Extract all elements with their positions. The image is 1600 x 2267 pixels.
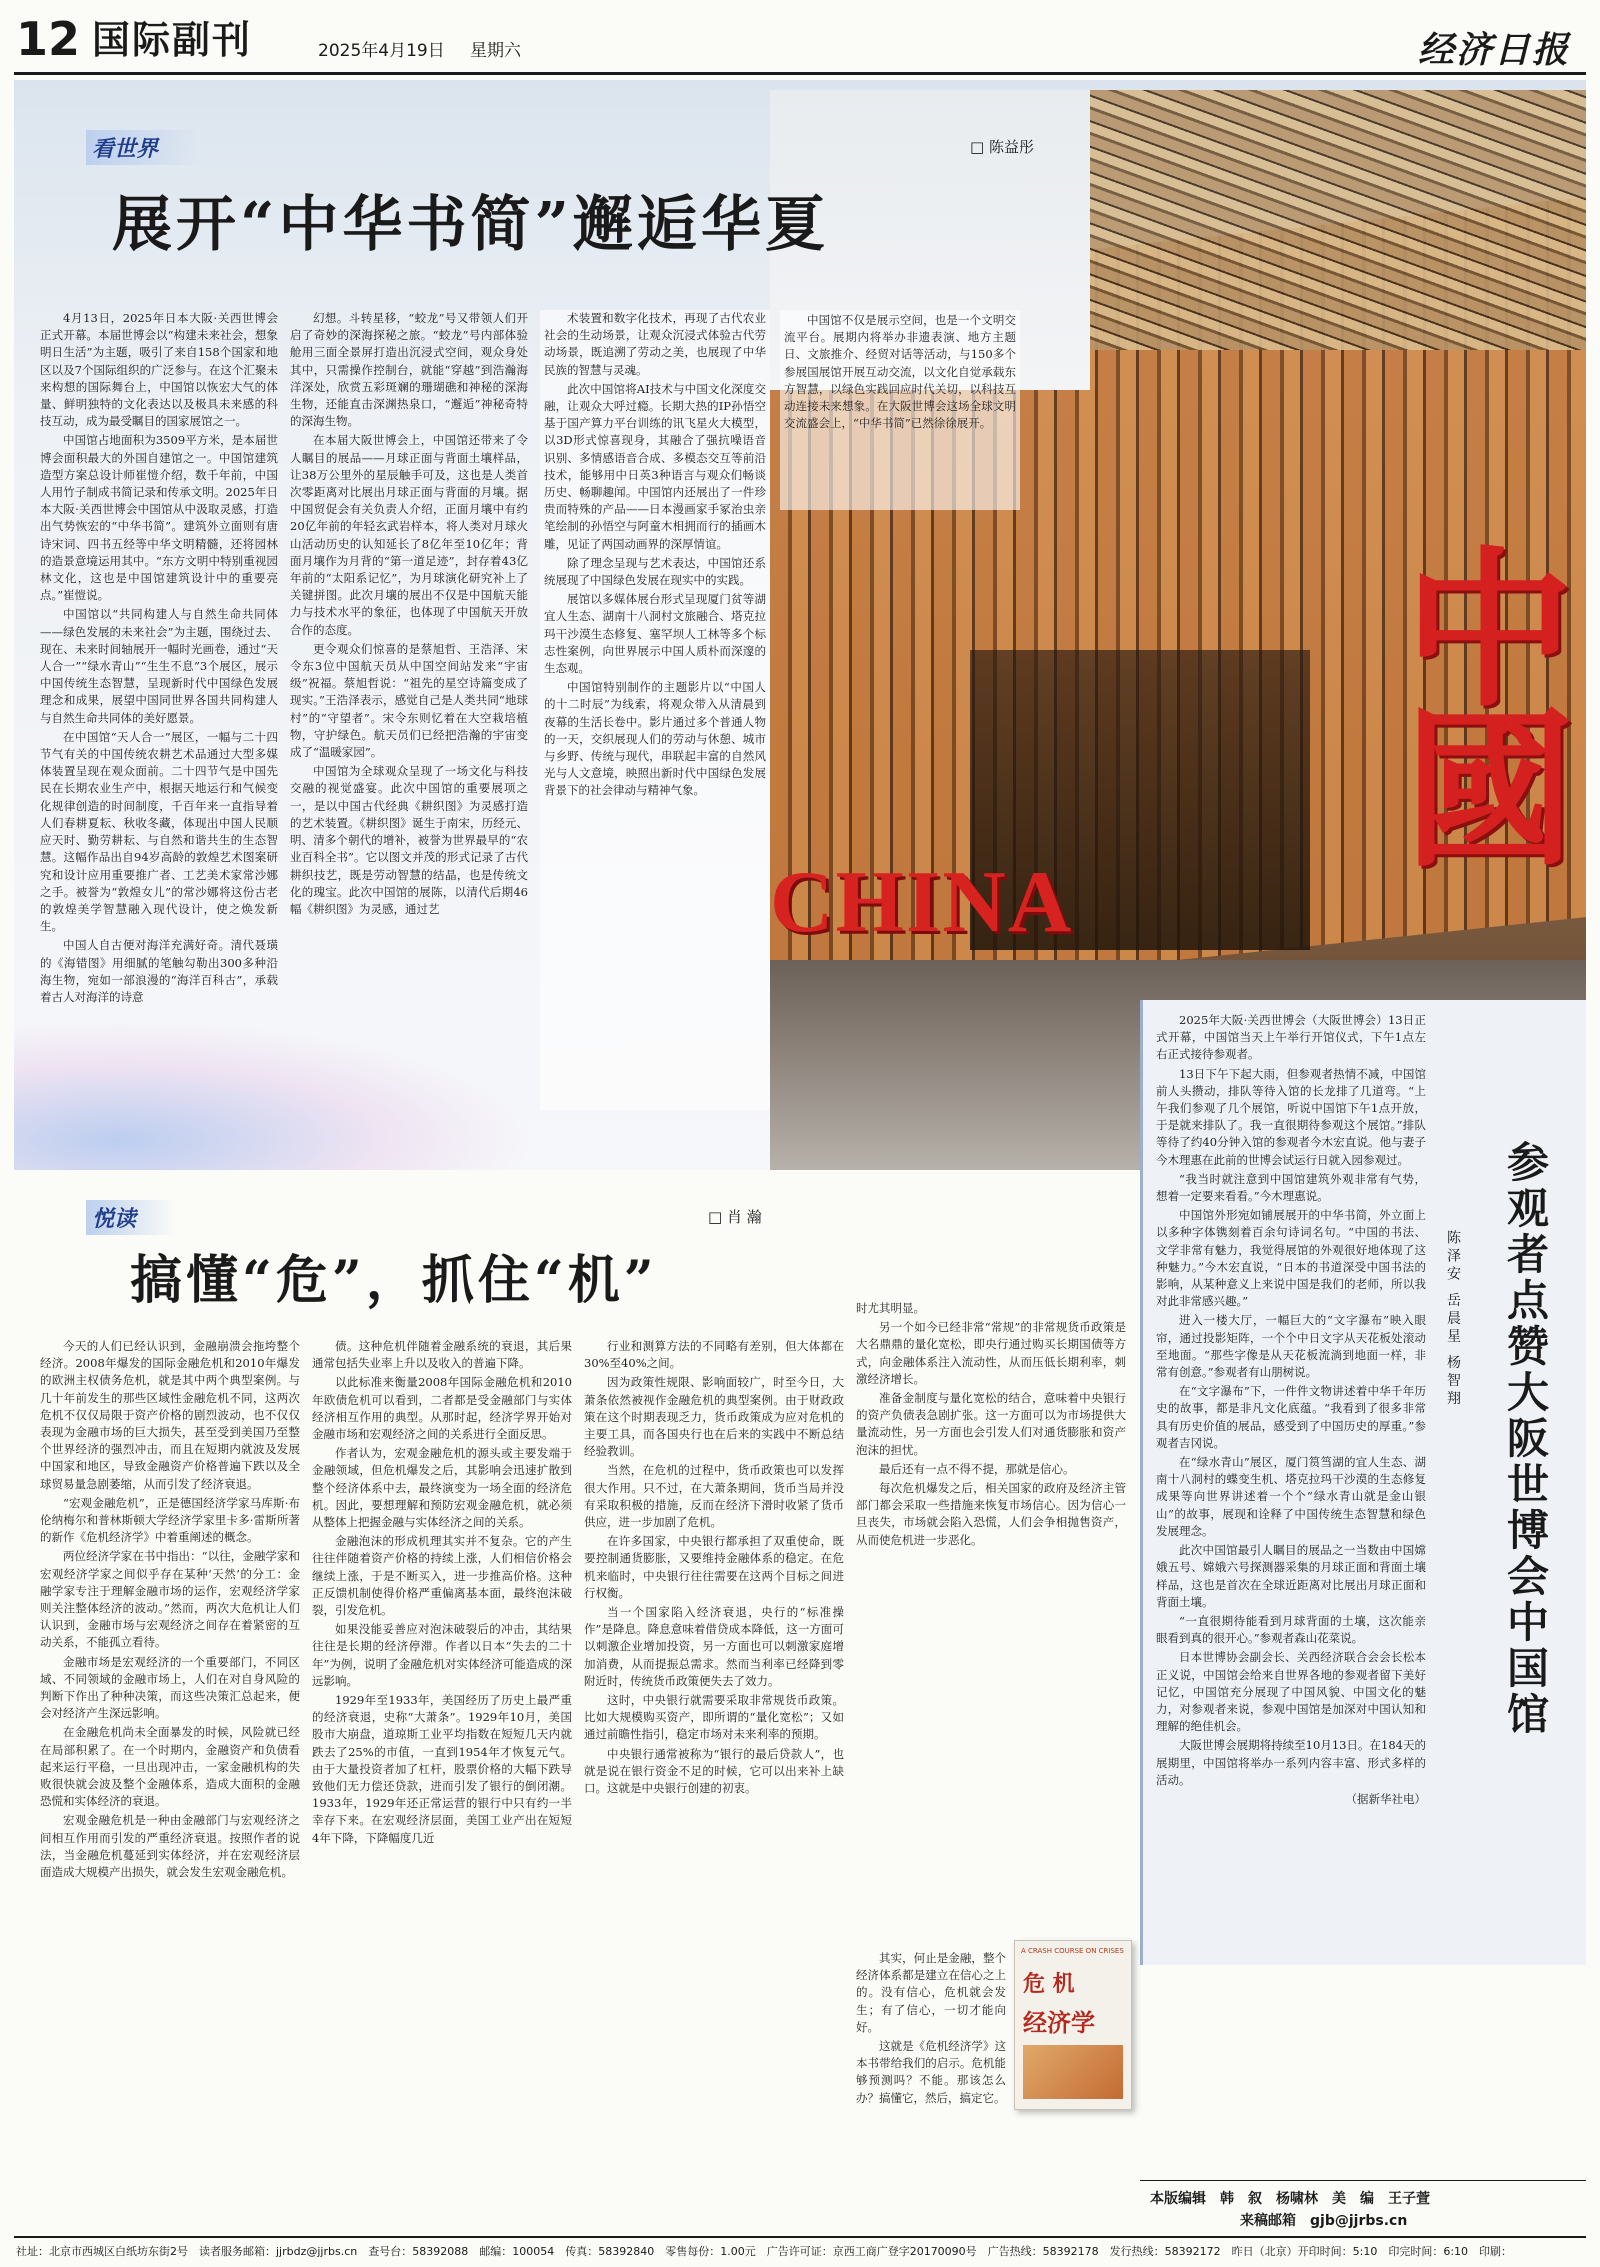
article1-paragraph: 中国馆占地面积为3509平方米，是本届世博会面积最大的外国自建馆之一。中国馆建筑造型方案总设计师崔愷介绍，数千年前，中国人用竹子制成书简记录和传承文明。2025年日本大阪·关西世博会中国馆从中汲取灵感，打造出气势恢宏的“中华书简”。建筑外立面则有唐诗宋词、四书五经等中华文明精髓，还将园林的造景意境运用其中。“东方文明中特别重视园林文化，这也是中国馆建筑设计中的重要亮点。”崔愷说。: [40, 433, 278, 603]
pavilion-sign-chinese: 中國: [1375, 540, 1575, 860]
footer-info: 社址：北京市西城区白纸坊东街2号 读者服务邮箱：jjrbdz@jjrbs.cn 查号台：58392088 邮编：100054 传真：58392840 零售每份：1.00元 广告许可证：京西工商广登字20170090号 广告热线：58392178 发行热线：58392172 昨日（北京）开印时间：5:10 印完时间：6:10 印刷：: [16, 2245, 1513, 2258]
article2-paragraph: 如果没能妥善应对泡沫破裂后的冲击，其结果往往是长期的经济停滞。作者以日本“失去的二十年”为例，说明了金融危机对实体经济可能造成的深远影响。: [312, 1622, 572, 1688]
column-tag-yuedu: 悦读: [86, 1200, 176, 1235]
article1-paragraph: 中国馆为全球观众呈现了一场文化与科技交融的视觉盛宴。此次中国馆的重要展项之一，是以中国古代经典《耕织图》为灵感打造的艺术装置。《耕织图》诞生于南宋，历经元、明、清多个朝代的增补，被誉为世界最早的“农业百科全书”。它以图文并茂的形式记录了古代耕织技艺，既是劳动智慧的结晶，也是传统文化的瑰宝。此次中国馆的展陈，以清代后期46幅《耕织图》为灵感，通过艺: [290, 764, 528, 916]
article2-paragraph: 两位经济学家在书中指出：“以往，金融学家和宏观经济学家之间似乎存在某种‘天然’的分工：金融学家专注于理解金融市场的运作，宏观经济学家则关注整体经济的波动。”然而，两次大危机让人们认识到，金融市场与宏观经济之间存在着紧密的互动关系，不能孤立看待。: [40, 1549, 300, 1650]
article2-column-1: [40, 1338, 300, 2198]
article3-paragraph: “我当时就注意到中国馆建筑外观非常有气势，想着一定要来看看。”今木理惠说。: [1156, 1171, 1426, 1204]
book-cover-english: A CRASH COURSE ON CRISES: [1021, 1947, 1124, 1955]
article1-paragraph: 更令观众们惊喜的是蔡旭哲、王浩泽、宋令东3位中国航天员从中国空间站发来“宇宙级”祝福。蔡旭哲说：“祖先的星空诗篇变成了现实。”王浩泽表示，感觉自己是人类共同“地球村”的“守望者”。宋令东则忆着在大空栽培植物，守护绿色。航天员们已经把浩瀚的宇宙变成了“温暖家园”。: [290, 641, 528, 760]
section-title: 国际副刊: [92, 18, 253, 62]
article3-paragraph: 13日下午下起大雨，但参观者热情不减，中国馆前人头攒动，排队等待入馆的长龙排了几道弯。“上午我们参观了几个展馆，听说中国馆下午1点开放，于是就来排队了。我一直很期待参观这个展馆。”排队等待了约40分钟入馆的参观者今木宏直说。他与妻子今木理惠在此前的世博会试运行日就入园参观过。: [1156, 1066, 1426, 1167]
article2-paragraph: 金融市场是宏观经济的一个重要部门，不同区域、不同领域的金融市场上，人们在对自身风险的判断下作出了种种决策，而这些决策汇总起来，便会对经济产生深远影响。: [40, 1654, 300, 1721]
article2-paragraph: 今天的人们已经认识到，金融崩溃会拖垮整个经济。2008年爆发的国际金融危机和2010年爆发的欧洲主权债务危机，就是其中两个典型案例。与几十年前发生的那些区域性金融危机不同，这两次危机不仅仅局限于资产价格的剧烈波动，也不仅仅表现为金融市场的巨大损失，甚至受到美国乃至整个世界经济的强烈冲击，而且在短期内就波及发展中国家和地区，导致金融资产价格普遍下跌以及全球贸易量急剧萎缩，从而引发了经济衰退。: [40, 1339, 300, 1491]
article3-paragraph: 2025年大阪·关西世博会（大阪世博会）13日正式开幕，中国馆当天上午举行开馆仪式，下午1点左右正式接待参观者。: [1156, 1013, 1426, 1062]
article2-column-4b: [856, 1950, 1006, 2198]
editors-line: 本版编辑 韩 叙 杨啸林 美 编 王子萱: [1150, 2191, 1430, 2207]
article3-paragraph: 日本世博协会副会长、关西经济联合会会长松本正义说，中国馆会给来自世界各地的参观者留下美好记忆，中国馆充分展现了中国风貌、中国文化的魅力，对参观者来说，参观中国馆是加深对中国认知和理解的绝佳机会。: [1156, 1650, 1426, 1734]
book-cover-title-1: 危 机: [1023, 1971, 1075, 1997]
article3-paragraph: “一直很期待能看到月球背面的土壤，这次能亲眼看到真的很开心。”参观者森山花菜说。: [1156, 1613, 1426, 1646]
article2-paragraph: 另一个如今已经非常“常规”的非常规货币政策是大名鼎鼎的量化宽松，即央行通过购买长期国债等方式，向金融体系注入流动性，从而压低长期利率，刺激经济增长。: [856, 1320, 1126, 1386]
article2-paragraph: 当一个国家陷入经济衰退，央行的“标准操作”是降息。降息意味着借贷成本降低，这一方面可以刺激企业增加投资，另一方面也可以刺激家庭增加消费，从而提振总需求。然而当利率已经降到零附近时，传统货币政策便失去了效力。: [584, 1605, 844, 1688]
article2-column-3: [584, 1338, 844, 2198]
article2-paragraph: 以此标准来衡量2008年国际金融危机和2010年欧债危机可以看到，二者都是受金融部门与实体经济相互作用的典型。从那时起，经济学界开始对金融市场和宏观经济之间的关系进行全面反思。: [312, 1375, 572, 1442]
article2-paragraph: 中央银行通常被称为“银行的最后贷款人”，也就是说在银行资金不足的时候，它可以出来补上缺口。这就是中央银行创建的初衷。: [584, 1746, 844, 1796]
article2-paragraph: 这就是《危机经济学》这本书带给我们的启示。危机能够预测吗？不能。那该怎么办？搞懂它，然后，搞定它。: [856, 2039, 1006, 2105]
article2-paragraph: 宏观金融危机是一种由金融部门与宏观经济之间相互作用而引发的严重经济衰退。按照作者的说法，当金融危机蔓延到实体经济，并在宏观经济层面造成大规模产出损失，就会发生宏观金融危机。: [40, 1813, 300, 1880]
article1-paragraph: 中国馆以“共同构建人与自然生命共同体——绿色发展的未来社会”为主题，围绕过去、现在、未来时间轴展开一幅时光画卷，通过“天人合一”“绿水青山”“生生不息”3个展区，展示中国传统生态智慧，呈现新时代中国绿色发展理念和成果，展望中国同世界各国共同构建人与自然生命共同体的美好愿景。: [40, 607, 278, 725]
article2-paragraph: 行业和测算方法的不同略有差别，但大体都在30%至40%之间。: [584, 1339, 844, 1371]
article1-paragraph: 幻想。斗转星移，“蛟龙”号又带领人们开启了奇妙的深海探秘之旅。“蛟龙”号内部体验舱用三面全景屏打造出沉浸式空间，观众身处其中，只需操作控制台，就能“穿越”到浩瀚海洋深处，欣赏五彩斑斓的珊瑚礁和神秘的深海生物，还能直击深渊热泉口，“邂逅”神秘奇特的深海生物。: [290, 311, 528, 429]
article3-paragraph: 在“绿水青山”展区，厦门筼筜湖的宜人生态、湖南十八洞村的蝶变生机、塔克拉玛干沙漠的生态修复成果等向世界讲述着一个个“绿水青山就是金山银山”的故事，展现和诠释了中国传统生态智慧和绿色发展理念。: [1156, 1455, 1426, 1538]
article3-paragraph: 中国馆外形宛如铺展展开的中华书简，外立面上以多种字体镌刻着百余句诗词名句。“中国的书法、文学非常有魅力，我觉得展馆的外观很好地体现了这种魅力。”今木宏直说，“日本的书道深受中国书法的影响，从某种意义上来说中国是我们的老师，所以我对此非常感兴趣。”: [1156, 1208, 1426, 1309]
article2-paragraph: 在许多国家，中央银行都承担了双重使命，既要控制通货膨胀，又要维持金融体系的稳定。在危机来临时，中央银行往往需要在这两个目标之间进行权衡。: [584, 1534, 844, 1600]
article3-title: 参观者点赞大阪世博会中国馆: [1501, 1140, 1550, 1738]
article1-title: 展开“中华书简”邂逅华夏: [112, 190, 830, 260]
article2-paragraph: 时尤其明显。: [856, 1301, 925, 1315]
pavilion-sign-english: CHINA: [770, 854, 1074, 951]
article2-paragraph: 每次危机爆发之后，相关国家的政府及经济主管部门都会采取一些措施来恢复市场信心。因为信心一旦丧失，市场就会陷入恐慌，人们会争相抛售资产，从而使危机进一步恶化。: [856, 1481, 1126, 1547]
article3-body: [1156, 1012, 1426, 1952]
article2-paragraph: 其实，何止是金融，整个经济体系都是建立在信心之上的。没有信心，危机就会发生；有了信心，一切才能向好。: [856, 1951, 1006, 2034]
article1-paragraph: 此次中国馆将AI技术与中国文化深度交融，让观众大呼过瘾。长期大热的IP孙悟空基于国产算力平台训练的讯飞星火大模型，以3D形式惊喜现身，其融合了强抗噪语音识别、多情感语音合成、多模态交互等前沿技术，能够用中日英3种语言与观众们畅谈历史、畅聊趣闻。中国馆内还展出了一件珍贵而特殊的产品——日本漫画家手冢治虫亲笔绘制的孙悟空与阿童木相拥而行的插画木雕，见证了两国动画界的深厚情谊。: [544, 381, 766, 551]
article1-column-2: [290, 310, 528, 1100]
article2-paragraph: 1929年至1933年，美国经历了历史上最严重的经济衰退，史称“大萧条”。1929年10月，美国股市大崩盘，道琼斯工业平均指数在短短几天内就跌去了25%的市值，一直到1954年才恢复元气。由于大量投资者加了杠杆，股票价格的大幅下跌导致他们无力偿还贷款，进而引发了银行的倒闭潮。1933年，1929年还正常运营的银行中只有约一半幸存下来。在宏观经济层面，美国工业产出在短短4年下降，下降幅度几近: [312, 1693, 572, 1845]
article2-paragraph: 在金融危机尚未全面暴发的时候，风险就已经在局部积累了。在一个时期内，金融资产和负债看起来运行平稳，一旦出现冲击，一家金融机构的失败很快就会波及整个金融体系，造成大面积的金融恐慌和实体经济的衰退。: [40, 1725, 300, 1809]
article1-paragraph: 在本届大阪世博会上，中国馆还带来了令人瞩目的展品——月球正面与背面土壤样品，让38万公里外的星辰触手可及，这也是人类首次零距离对比展出月球正面与背面的月壤。据中国贸促会有关负责人介绍，正面月壤中有约20亿年前的年轻玄武岩样本，将人类对月球火山活动历史的认知延长了8亿年至10亿年；背面月壤作为月背的“第一道足迹”，封存着43亿年前的“太阳系记忆”，为月球演化研究补上了关键拼图。此次月壤的展出不仅是中国航天能力与技术水平的象征，也体现了中国航天开放合作的态度。: [290, 433, 528, 637]
newspaper-logo: 经济日报: [1418, 29, 1571, 71]
article2-column-4a: [856, 1300, 1126, 1940]
article1-paragraph: 除了理念呈现与艺术表达，中国馆还系统展现了中国绿色发展在现实中的实践。: [544, 555, 766, 588]
article1-paragraph: 术装置和数字化技术，再现了古代农业社会的生动场景，让观众沉浸式体验古代劳动场景，既追溯了劳动之美，也展现了中华民族的智慧与灵魂。: [544, 311, 766, 377]
article1-column-4: [780, 310, 1020, 510]
article2-column-2: [312, 1338, 572, 2198]
article3-paragraph: 进入一楼大厅，一幅巨大的“文字瀑布”映入眼帘，通过投影矩阵，一个个中日文字从天花板处滚动至地面。“那些字像是从天花板流淌到地面一样，非常有创意。”参观者有山朋树说。: [1156, 1313, 1426, 1380]
issue-weekday: 星期六: [470, 41, 521, 61]
article2-paragraph: 债。这种危机伴随着金融系统的衰退，其后果通常包括失业率上升以及收入的普遍下降。: [312, 1339, 572, 1371]
article2-paragraph: 作者认为，宏观金融危机的源头或主要发端于金融领域，但危机爆发之后，其影响会迅速扩散到整个经济体系中去，最终演变为一场全面的经济危机。因此，要想理解和预防宏观金融危机，就必须从整体上把握金融与实体经济之间的关系。: [312, 1446, 572, 1530]
submission-email: 来稿邮箱 gjb@jjrbs.cn: [1240, 2213, 1408, 2229]
article2-paragraph: 因为政策性规限、影响面较广，时至今日，大萧条依然被视作金融危机的典型案例。由于财政政策在这个时期表现乏力，货币政策成为应对危机的主要工具，而各国央行也在后来的实践中不断总结经验教训。: [584, 1375, 844, 1459]
article1-column-1: [40, 310, 278, 1170]
issue-date: 2025年4月19日: [318, 41, 445, 61]
article3-paragraph: 此次中国馆最引人瞩目的展品之一当数由中国嫦娥五号、嫦娥六号探测器采集的月球正面和背面土壤样品，这也是首次在全球近距离对比展出月球正面和背面土壤。: [1156, 1543, 1426, 1609]
article1-paragraph: 在中国馆“天人合一”展区，一幅与二十四节气有关的中国传统农耕艺术品通过大型多媒体装置呈现在观众面前。二十四节气是中国先民在长期农业生产中，根据天地运行和气候变化规律创造的时间制度，千百年来一直指导着人们春耕夏耘、秋收冬藏，体现出中国人民顺应天时、勤劳耕耘、与自然和谐共生的生态智慧。这幅作品出自94岁高龄的敦煌艺术图案研究和设计应用重要推广者、工艺美术家常沙娜之手。被誉为“敦煌女儿”的常沙娜将这份古老的敦煌美学智慧融入现代设计，使之焕发新生。: [40, 729, 278, 934]
article2-paragraph: 最后还有一点不得不提，那就是信心。: [879, 1461, 1075, 1476]
article2-paragraph: 金融泡沫的形成机理其实并不复杂。它的产生往往伴随着资产价格的持续上涨，人们相信价格会继续上涨，于是不断买入，进一步推高价格。这种正反馈机制使得价格严重偏离基本面，最终泡沫破裂，引发危机。: [312, 1534, 572, 1618]
book-cover-title-2: 经济学: [1023, 2008, 1095, 2037]
article1-paragraph: 4月13日，2025年日本大阪·关西世博会正式开幕。本届世博会以“构建未来社会，想象明日生活”为主题，吸引了来自158个国家和地区以及7个国际组织的广泛参与。在这个汇聚未来构想的国际舞台上，中国馆以恢宏大气的体量、鲜明独特的文化表达以及极具未来感的科技互动，成为最受瞩目的国家展馆之一。: [40, 311, 278, 429]
article2-paragraph: 准备金制度与量化宽松的结合，意味着中央银行的资产负债表急剧扩张。这一方面可以为市场提供大量流动性，另一方面也会引发人们对通货膨胀和资产泡沫的担忧。: [856, 1391, 1126, 1457]
article2-paragraph: 这时，中央银行就需要采取非常规货币政策。比如大规模购买资产，即所谓的“量化宽松”；又如通过前瞻性指引，稳定市场对未来利率的预期。: [584, 1693, 844, 1742]
header-rule: [14, 72, 1586, 75]
footer-rule: [14, 2236, 1586, 2238]
article2-title: 搞懂“危”，抓住“机”: [130, 1250, 658, 1311]
article3-paragraph: 大阪世博会展期将持续至10月13日。在184天的展期里，中国馆将举办一系列内容丰富、形式多样的活动。: [1156, 1738, 1426, 1787]
article1-byline: □ 陈益彤: [970, 138, 1034, 156]
book-cover: [1014, 1940, 1132, 2110]
article1-paragraph: 展馆以多媒体展台形式呈现厦门贫等湖宜人生态、湖南十八洞村文旅融合、塔克拉玛干沙漠生态修复、塞罕坝人工林等多个标志性案例，向世界展示中国人质朴而深邃的生态观。: [544, 592, 766, 676]
article3-paragraph: 在“文字瀑布”下，一件件文物讲述着中华千年历史的故事，都是非凡文化底蕴。“我看到了很多非常具有历史价值的展品，感受到了中国历史的厚重。”参观者吉冈说。: [1156, 1384, 1426, 1450]
column-tag-kanshijie: 看世界: [86, 130, 198, 165]
article2-paragraph: “宏观金融危机”，正是德国经济学家马库斯·布伦纳梅尔和普林斯顿大学经济学家里卡多·雷斯所著的新作《危机经济学》中着重阐述的概念。: [40, 1495, 300, 1545]
article1-paragraph: 中国馆不仅是展示空间，也是一个文明交流平台。展期内将举办非遗表演、地方主题日、文旅推介、经贸对话等活动，与150多个参展国展馆开展互动交流，以文化自觉承载东方智慧，以绿色实践回应时代关切，以科技互动连接未来想象。在大阪世博会这场全球文明交流盛会上，“中华书简”已然徐徐展开。: [784, 313, 1016, 431]
article3-source: （据新华社电）: [1345, 1791, 1426, 1806]
article1-column-3: [540, 310, 770, 1110]
article1-paragraph: 中国馆特别制作的主题影片以“中国人的十二时辰”为线索，将观众带入从清晨到夜幕的生活长卷中。影片通过多个普通人物的一天，交织展现人们的劳动与休憩、城市与乡野、传统与现代，串联起丰富的自然风光与人文意境，映照出新时代中国绿色发展背景下的社会律动与精神气象。: [544, 680, 766, 798]
article3-byline: 陈泽安 岳晨星 杨智翔: [1445, 1230, 1461, 1409]
page-number: 12: [16, 12, 81, 66]
article2-paragraph: 当然，在危机的过程中，货币政策也可以发挥很大作用。只不过，在大萧条期间，货币当局并没有采取积极的措施，反而在经济下滑时收紧了货币供应，进一步加剧了危机。: [584, 1463, 844, 1530]
article1-paragraph: 中国人自古便对海洋充满好奇。清代聂璜的《海错图》用细腻的笔触勾勒出300多种沿海生物，宛如一部浪漫的“海洋百科古”，承载着古人对海洋的诗意: [40, 938, 278, 1004]
article2-byline: □ 肖 瀚: [708, 1208, 762, 1226]
editors-rule: [1140, 2180, 1586, 2181]
